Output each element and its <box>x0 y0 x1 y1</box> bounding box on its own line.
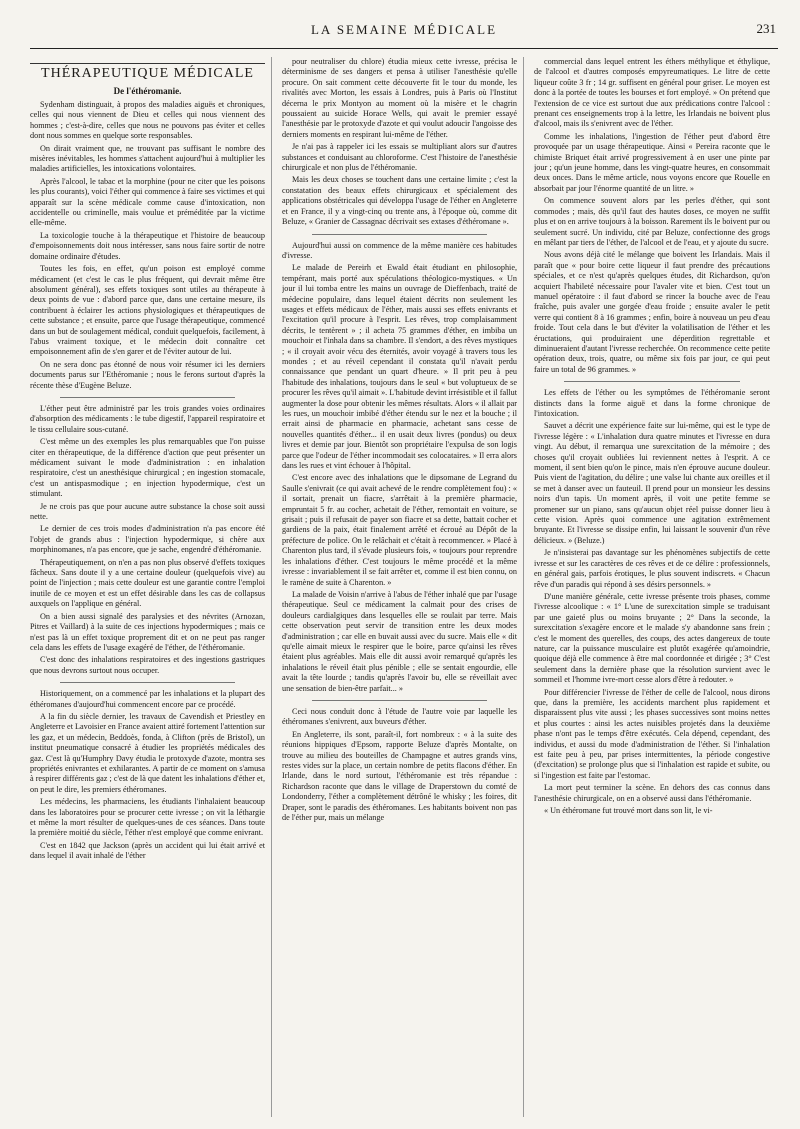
page-header <box>30 18 778 49</box>
paragraph: « Un éthéromane fut trouvé mort dans son lit, le vi- <box>544 806 713 816</box>
paragraph: On a bien aussi signalé des paralysies et des névrites (Arnozan, Pitres et Vaillard) à la suite de ces injections hypodermiques ; mais ce n'est pas là un effet toxique proprement dit et on ne peut pas ranger cela dans les effets de l'usage exagéré de l'éther, de l'éthéromanie. <box>30 611 265 652</box>
paragraph: Je n'ai pas à rappeler ici les essais se multipliant alors sur d'autres substances et conduisant au chloroforme. C'est l'histoire de l'anesthésie chirurgicale et non plus de l'éthéromanie. <box>282 142 517 173</box>
paragraph: commercial dans lequel entrent les éthers méthylique et éthylique, de l'alcool et d'autres composés empyreumatiques. Le litre de cette liqueur coûte 3 fr ; 14 gr. suffisent en général pour griser. Le moyen est donc à la portée de toutes les bourses et fort employé. » On prétend que l'extension de ce vice est surtout due aux prédications contre l'alcool : prenant ces enseignements trop à la lettre, les Irlandais ne boivent plus d'alcool, mais ils s'enivrent avec de l'éther. <box>534 57 770 129</box>
paragraph: Le dernier de ces trois modes d'administration n'a pas encore été l'objet de grands abus : l'injection hypodermique, si chère aux morphinomanes, n'a pas encore, que je sache, engendré d'éthéromanie. <box>30 524 265 555</box>
columns <box>30 57 778 1117</box>
paragraph: C'est même un des exemples les plus remarquables que l'on puisse citer en thérapeutique, de la différence d'action que peut présenter un médicament suivant le mode d'administration : en inhalation respiratoire, c'est un anesthésique chirurgical ; en ingestion stomacale, c'est un antispasmodique ; en injection hypodermique, c'est un stimulant. <box>30 437 265 499</box>
paragraph: pour neutraliser du chlore) étudia mieux cette ivresse, précisa le déterminisme de ses dangers et pensa à utiliser l'anesthésie qu'elle procure. On sait comment cette découverte fit le tour du monde, les rivalités avec Morton, les essais à Londres, puis à Paris où l'Institut décerna le prix Montyon au moment où la misère et le chagrin poussaient au suicide Horace Wells, qui avait le premier essayé l'anesthésie par le protoxyde d'azote et qui voulut adoucir l'angoisse des derniers moments en respirant lui-même de l'éther. <box>282 57 517 139</box>
paragraph: Comme les inhalations, l'ingestion de l'éther peut d'abord être provoquée par un usage thérapeutique. Ainsi « Pereira raconte que le chimiste Briquet était arrivé progressivement à en user une pinte par jour ; qu'un jeune homme, dans les vingt-quatre heures, en consommait deux onces. Dans le même article, nous voyons encore que Rouelle en absorbait par jour l'énorme quantité de un litre. » <box>534 131 770 193</box>
paragraph: Le malade de Pereirh et Ewald était étudiant en philosophie, tempérant, mais porté aux spéculations théologico-mystiques. « Un jour il lui tomba entre les mains un ouvrage de Dieffenbach, traité de médecine populaire, dans lequel étaient décrits non seulement les usages et effets médicaux de l'éther, mais aussi ses effets enivrants et l'excitation qu'il procure à l'esprit. Les rêves, trop complaisamment décrits, le tentèrent » ; il acheta 75 grammes d'éther, en imbiba un mouchoir et l'inhala dans sa chambre. Il s'endort, a des rêves mystiques ; « il croyait avoir vécu des éternités, avoir voyagé à travers tous les mondes ; et au réveil cependant il constata qu'il n'avait perdu connaissance que pendant un quart d'heure. » Il prit peu à peu l'habitude des inhalations, toujours dans le seul « but voluptueux de se procurer les rêves qu'il aimait ». L'habitude devint irrésistible et il fallut augmenter la dose pour obtenir les mêmes résultats. Alors « il allait par les rues, un mouchoir imbibé d'éther étendu sur le nez et la bouche ; il errait ainsi de pharmacie en pharmacie, achetant sans cesse de nouvelles quantités d'éther... il en usait deux livres (pondus) ou deux livres et demie par jour. Bientôt son propriétaire l'expulsa de son logis parce que l'odeur de l'éther incommodait ses colocataires. » Il erra alors dans les rues et vint échouer à l'hôpital. <box>282 263 517 471</box>
paragraph: Les effets de l'éther ou les symptômes de l'éthéromanie seront distincts dans la forme aiguë et dans la forme chronique de l'intoxication. <box>534 388 770 418</box>
column-3 <box>534 57 776 1117</box>
paragraph: L'éther peut être administré par les trois grandes voies ordinaires d'absorption des médicaments : le tube digestif, l'appareil respiratoire et le tissu cellulaire sous-cutané. <box>30 403 265 434</box>
separator-rule <box>60 397 235 398</box>
column-1 <box>30 57 272 1117</box>
paragraph: Mais les deux choses se touchent dans une certaine limite ; c'est la constatation des beaux effets chirurgicaux et spécialement des applications obstétricales qui développa l'usage de l'éther en Angleterre et en France, il y a vingt-cinq ou trente ans, à l'époque où, comme dit Beluze, « Granier de Cassagnac décrivait ses extases d'éthéromane ». <box>282 175 517 227</box>
paragraph: A la fin du siècle dernier, les travaux de Cavendish et Priestley en Angleterre et Lavoisier en France avaient attiré fortement l'attention sur les gaz, et un médecin, Beddoès, fonda, à Clifton (près de Bristol), un institut pneumatique consacré à étudier les propriétés médicales des gaz. C'est là qu'Humphry Davy étudia le protoxyde d'azote, montra ses propriétés enivrantes et exhilarantes. A partir de ce moment on s'amusa à respirer différents gaz ; c'est de là que datent les inhalations d'éther et, on peut le dire, les premiers éthéromanes. <box>30 711 265 794</box>
journal-title: LA SEMAINE MÉDICALE <box>310 22 498 37</box>
paragraph: C'est en 1842 que Jackson (après un accident qui lui était arrivé et dans lequel il avait inhalé de l'éther <box>30 840 265 861</box>
paragraph: La toxicologie touche à la thérapeutique et l'histoire de beaucoup d'empoisonnements doit nous intéresser, sans nous faire sortir de notre domaine ordinaire d'études. <box>30 230 265 261</box>
paragraph: Sauvet a décrit une expérience faite sur lui-même, qui est le type de l'ivresse légère : « L'inhalation dura quatre minutes et l'ivresse en dura vingt. Au début, il remarqua une surexcitation de la mémoire ; des choses qu'il croyait oubliées lui reviennent nettes à l'esprit. A ce moment, il sent bien qu'on le pince, mais n'en éprouve aucune douleur. Puis vient de l'agitation, du délire ; une valse lui chante aux oreilles et il se met à danser avec un fauteuil. Il prend pour un monsieur les dessins noirs d'un tapis. Un moment après, il voit une petite femme se promener sur un piano, sans qu'aucun objet réel puisse donner lieu à cette vision. Après quoi commence une agitation extrêmement bruyante. Et l'ivresse se dissipe enfin, lui laissant le souvenir d'un rêve délicieux. » (Beluze.) <box>534 421 770 545</box>
paragraph: La mort peut terminer la scène. En dehors des cas connus dans l'anesthésie chirurgicale, on en a observé aussi dans l'éthéromanie. <box>534 783 770 803</box>
paragraph: Pour différencier l'ivresse de l'éther de celle de l'alcool, nous dirons que, dans la première, les accidents marchent plus rapidement et disparaissent plus vite aussi ; les phases successives sont moins nettes et plus courtes : ainsi les actes nuisibles projetés dans la deuxième phase n'ont pas le temps d'être exécutés. Cela dépend, cependant, des individus, et aussi du mode d'administration de l'éther. Si l'inhalation est faite peu à peu, par prises intermittentes, la période congestive (d'excitation) se prolonge plus que si l'inhalation est rapide et subite, ou si l'ingestion est faite par l'estomac. <box>534 687 770 780</box>
paragraph: Après l'alcool, le tabac et la morphine (pour ne citer que les poisons les plus courants), voici l'éther qui commence à faire ses victimes et qui apparaît sur la scène médicale comme cause d'intoxication, non accidentelle ou criminelle, mais voulue et préméditée par la victime elle-même. <box>30 176 265 228</box>
paragraph: La malade de Voisin n'arrive à l'abus de l'éther inhalé que par l'usage thérapeutique. Seul ce médicament la calmait pour des crises de douleurs cardialgiques dans lesquelles elle se roulait par terre. Mais cette observation peut servir de transition entre les deux modes d'administration ; car elle en buvait aussi avec du sucre. Mais elle « dit qu'elle aimait mieux le respirer que le boire, parce qu'ainsi les rêves étaient plus agréables. Mais elle dit aussi avoir remarqué qu'après les inhalations le réveil était plus pénible ; elle se sentait engourdie, elle avait la tête lourde ; tandis qu'après l'avoir bu, elle se réveillait avec une sensation de bien-être parfait... » <box>282 589 517 693</box>
paragraph: Historiquement, on a commencé par les inhalations et la plupart des éthéromanes d'aujourd'hui commencent encore par ce procédé. <box>30 689 265 709</box>
paragraph: Nous avons déjà cité le mélange que boivent les Irlandais. Mais il paraît que « pour boire cette liqueur il faut prendre des précautions spéciales, et ce n'est qu'après quelques études, dit Richardson, qu'on acquiert l'habileté nécessaire pour l'avaler vite et bien. C'est tout un manuel opératoire : il faut d'abord se rincer la bouche avec de l'eau fraîche, puis avaler une gorgée d'eau froide ; ensuite avaler le petit verre qui contient 8 à 16 grammes ; enfin, boire à nouveau un peu d'eau froide. Tout cela dans le but d'éviter la volatilisation de l'éther et les éructations, qui produiraient une déperdition regrettable et diminueraient d'autant l'ivresse recherchée. On recommence cette petite opération deux, trois, quatre, ou même six fois par jour, ce qui peut faire un total de 96 grammes. » <box>534 250 770 374</box>
page-number: 231 <box>756 21 776 36</box>
paragraph: C'est encore avec des inhalations que le dipsomane de Legrand du Saulle s'enivrait (ce qui avait achevé de le rendre complètement fou) : « il sortait, prenait un fiacre, s'arrêtait à la première pharmacie, empruntait 5 fr. au cocher, achetait de l'éther, remontait en voiture, se grisait ; puis il refusait de payer son fiacre et sa dette, battait cocher et gardiens de la paix, était finalement arrêté et écroué au Dépôt de la préfecture de police. On le relâchait et c'était à recommencer. » Placé à Charenton plus tard, il s'évade plusieurs fois, « toujours pour reprendre les inhalations d'éther. C'est toujours le même procédé et la même ivresse : invariablement il se fait arrêter et, comme il est bien connu, on le ramène de suite à Charenton. » <box>282 473 517 587</box>
paragraph: On ne sera donc pas étonné de nous voir résumer ici les derniers documents parus sur l'Ethéromanie ; nous le ferons surtout d'après la récente thèse d'Eugène Beluze. <box>30 359 265 390</box>
paragraph: Les médecins, les pharmaciens, les étudiants l'inhalaient beaucoup dans les laboratoires pour se procurer cette ivresse ; on vit la léthargie et même la mort résulter de quelques-unes de ces séances. Dans toute la première moitié du siècle, l'éther n'est employé que comme enivrant. <box>30 797 265 838</box>
paragraph: On dirait vraiment que, ne trouvant pas suffisant le nombre des misères inévitables, les hommes s'attachent aujourd'hui à multiplier les maladies artificielles, les intoxications volontaires. <box>30 143 265 174</box>
separator-rule <box>312 700 487 701</box>
paragraph: On commence souvent alors par les perles d'éther, qui sont commodes ; mais, dès qu'il faut des hautes doses, ce moyen ne suffit plus et on en arrive toujours à la boisson. Rarement ils le boivent pur ou seulement sucré. Un individu, cité par Beluze, confectionne des grogs en mêlant par tiers de l'éther, de l'alcool et de l'eau, et y ajoute du sucre. <box>534 196 770 247</box>
column-2 <box>282 57 524 1117</box>
paragraph: Thérapeutiquement, on n'en a pas non plus observé d'effets toxiques fâcheux. Sans doute il y a une certaine douleur (quelquefois vive) au point de l'injection ; mais cette douleur est une garantie contre l'emploi inutile de ce moyen et est un effet désirable dans les cas de collapsus auxquels on l'applique en général. <box>30 557 265 609</box>
separator-rule <box>564 381 740 382</box>
paragraph: Sydenham distinguait, à propos des maladies aiguës et chroniques, celles qui nous viennent de Dieu et celles qui nous viennent des hommes ; c'est-à-dire, celles que nous ne pouvons pas éviter et celles dont nous sommes en quelque sorte responsables. <box>30 100 265 141</box>
paragraph: Toutes les fois, en effet, qu'un poison est employé comme médicament (et c'est le cas le plus fréquent, qui devrait même être absolument général), ses effets toxiques sont utiles au thérapeute à deux points de vue : d'abord parce que, dans une certaine mesure, ils contribuent à éclairer les actions physiologiques et thérapeutiques de cette substance ; et ensuite, parce que l'usage thérapeutique, commencé dans un but de soulagement médical, conduit quelquefois, facilement, à l'abus vraiment toxique, et le médecin doit connaître cet empoisonnement afin de s'en garer et de l'éviter autour de lui. <box>30 264 265 357</box>
section-title: THÉRAPEUTIQUE MÉDICALE <box>30 63 265 82</box>
paragraph: Je n'insisterai pas davantage sur les phénomènes subjectifs de cette ivresse et sur les caractères de ces rêves et de ce délire : professionnels, en général gais, parfois érotiques, le plus souvent indiscrets. « Chacun rêve d'un paradis qui répond à ses désirs personnels. » <box>534 548 770 589</box>
paragraph: En Angleterre, ils sont, paraît-il, fort nombreux : « à la suite des réunions hippiques d'Epsom, rapporte Beluze d'après Montalte, on trouve au milieu des bouteilles de Champagne et autres grands vins, restes vides sur la place, un certain nombre de petits flacons d'éther. En Irlande, dans le nord surtout, l'éthéromanie est très répandue : Richardson raconte que dans le village de Draperstown du comté de Londonderry, l'éther a complètement détrôné le whisky ; les foires, dit Draper, sont le paradis des éthéromanes. Les habitants boivent non pas de l'éther pur, mais un mélange <box>282 729 517 823</box>
paragraph: Ceci nous conduit donc à l'étude de l'autre voie par laquelle les éthéromanes s'enivrent, aux buveurs d'éther. <box>282 706 517 727</box>
paragraph: D'une manière générale, cette ivresse présente trois phases, comme l'ivresse alcoolique : « 1° L'une de surexcitation simple se traduisant par une gaieté plus ou moins bruyante ; 2° Dans la seconde, la surexcitation s'exagère encore et le malade s'y abandonne sans frein ; c'est le moment des querelles, des coups, des actes dangereux de toute nature, car la puissance musculaire est plutôt exagérée qu'amoindrie, quoique déjà elle commence à être mal coordonnée et dirigée ; 3° C'est seulement dans la dernière phase que la résolution survient avec le sommeil et l'homme ivre-mort cesse alors d'être à redouter. » <box>534 591 770 685</box>
separator-rule <box>312 234 487 235</box>
article-subtitle: De l'éthéromanie. <box>113 86 182 96</box>
paragraph: C'est donc des inhalations respiratoires et des ingestions gastriques que nous devrons surtout nous occuper. <box>30 655 265 675</box>
paragraph: Je ne crois pas que pour aucune autre substance la chose soit aussi nette. <box>30 501 265 522</box>
separator-rule <box>60 682 235 683</box>
paragraph: Aujourd'hui aussi on commence de la même manière ces habitudes d'ivresse. <box>282 240 517 260</box>
